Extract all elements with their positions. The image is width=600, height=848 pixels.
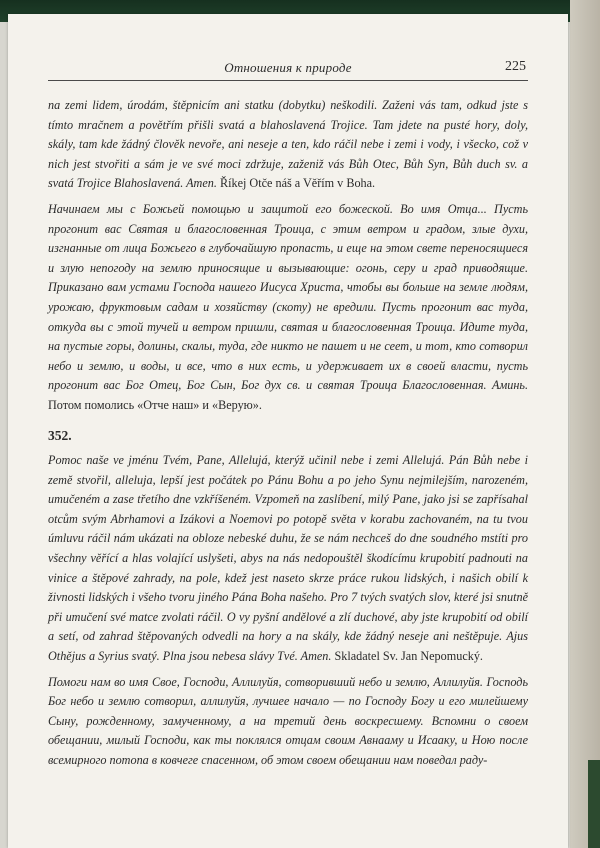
paragraph-czech-1 — [48, 96, 528, 194]
running-header — [48, 58, 528, 81]
paragraph-czech-1-roman: Říkej Otče náš a Věřím v Boha. — [216, 176, 376, 191]
paragraph-russian-2-italic: Помоги нам во имя Свое, Господи, Аллилуйя, сотворивший небо и землю, Аллилуйя. Господь Бог небо и землю сотворил, аллилуйя, лучшее начало — по Господу Богу и его милейшему Сыну, рожденному, замученному, а на третий день воскресшему. Вспомни о своем обещании, милый Господи, как ты поклялся отцам своим Авнааму и Исааку, и Ною после всемирного потопа в ковчеге спасенном, об этом своем обещании нам поведал раду- — [48, 674, 528, 767]
paragraph-russian-2 — [48, 673, 528, 771]
book-edge-right — [570, 0, 600, 848]
paragraph-russian-1-italic: Начинаем мы с Божьей помощью и защитой его божеской. Во имя Отца... Пусть прогонит вас Святая и благословенная Троица, с этим ветром и градом, злые духи, изгнанные от лица Божьего в глубочайшую пропасть, и еще на этом свете переносящиеся и злую непогоду на землю приносящие и вызывающие: огонь, серу и град приводящие. Приказано вам устами Господа нашего Иисуса Христа, чтобы вы больше на земле людям, урожаю, фруктовым садам и хозяйству (скоту) не вредили. Пусть прогонит вас туда, откуда вы с этой тучей и ветром пришли, святая и благословенная Троица. Идите туда, на пустые горы, долины, скалы, туда, где никто не пашет и не сеет, и тот, кто сотворил небо и землю, и воды, и все, что в них есть, и удерживает их в своей власти, пусть прогонит вас Бог Отец, Бог Сын, Бог дух св. и святая Троица Благословенная. Аминь. — [48, 201, 528, 393]
section-number: 352. — [48, 427, 72, 443]
page-body — [48, 96, 528, 771]
book-cover-corner — [588, 760, 600, 848]
page-number: 225 — [505, 59, 526, 74]
paragraph-czech-2 — [48, 451, 528, 667]
paragraph-russian-1-roman: Потом помолись «Отче наш» и «Верую». — [48, 397, 262, 412]
paragraph-czech-2-roman: Skladatel Sv. Jan Nepomucký. — [331, 649, 483, 664]
paragraph-czech-2-italic: Pomoc naše ve jménu Tvém, Pane, Allelujá, kterýž učinil nebe i zemi Allelujá. Pán Bůh nebe i země stvořil, alleluja, lepší jest počátek po Pánu Bohu a po jeho Synu nejmilejším, narozeném, umučeném a zase třetího dne vzkříšeném. Vzpomeň na zaslíbení, milý Pane, jako jsi se zapřísahal otcům svým Abrhamovi a Izákovi a Noemovi po potopě světa v korabu zachovaném, na tu tvou úmluvu ráčil nám ukázati na obloze nebeské duhu, že se nám nechceš do dne soudného mstíti pro všechny věřící a hlas volající uslyšeti, abys na nás nedopouštěl škodícímu krupobití padnouti na vinice a štěpové zahrady, na pole, kdež jest naseto skrze práce rukou lidských, i našich obilí k živnosti lidských i všeho tvoru jiného Pána Boha našeho. Pro 7 tvých svatých slov, které jsi snutně při umučení své matce zvolati ráčil. O vy pyšní andělové a zlí duchové, aby jste krupobití od obilí a setí, od zahrad štěpovaných odvedli na hory a na skály, kde žádný neseje ani neštěpuje. Ajus Othějus a Syrius svatý. Plna jsou nebesa slávy Tvé. Amen. — [48, 453, 528, 664]
book-page — [8, 14, 568, 848]
paragraph-czech-1-italic: na zemi lidem, úrodám, štěpnicím ani statku (dobytku) neškodili. Zaženi vás tam, odkud jste s tímto mračnem a povětřím přišli svatá a blahoslavená Trojice. Tam jdete na pusté hory, doly, skály, tam kde žádný člověk nevoře, ani neseje a ten, kdo ráčil nebe i zemi i vody, i všecko, což v nich jest stvořiti a sám je ve své moci zdržuje, zaženiž vás Bůh Otec, Bůh Syn, Bůh duch sv. a svatá Trojice Blahoslavená. Amen. — [48, 98, 528, 191]
running-title: Отношения к природе — [224, 60, 352, 75]
paragraph-russian-1 — [48, 200, 528, 416]
